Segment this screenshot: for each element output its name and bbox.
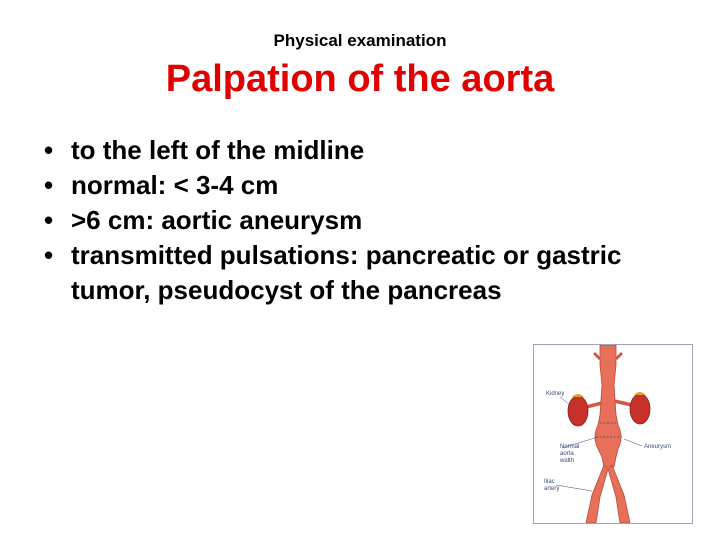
bullet-item — [44, 168, 664, 203]
leader-line — [624, 439, 642, 446]
label-normal-2: aorta — [560, 451, 574, 457]
leader-line — [560, 397, 570, 405]
label-kidney: Kidney — [546, 391, 565, 397]
renal-artery-right — [614, 401, 632, 405]
bullet-text: transmitted pulsations: pancreatic or gastric tumor, pseudocyst of the pancreas — [71, 240, 622, 305]
bullet-text: >6 cm: aortic aneurysm — [71, 205, 363, 235]
adrenal-left — [572, 394, 584, 397]
bullet-marker: • — [44, 170, 54, 200]
aorta-diagram — [534, 345, 692, 523]
bullet-text: normal: < 3-4 cm — [71, 170, 279, 200]
bullet-text: to the left of the midline — [71, 135, 365, 165]
kidney-right — [630, 394, 650, 424]
iliac-artery-left — [586, 465, 608, 523]
label-normal-1: Normal — [560, 444, 580, 450]
bullet-item — [44, 238, 664, 308]
iliac-artery-right — [608, 465, 630, 523]
aorta-vessel — [595, 345, 621, 467]
label-iliac-2: artery — [544, 486, 560, 492]
slide-title: Palpation of the aorta — [165, 58, 555, 100]
label-aneurysm: Aneurysm — [644, 444, 672, 450]
bullet-marker: • — [44, 205, 54, 235]
label-normal-3: width — [560, 458, 575, 464]
kidney-left — [568, 396, 588, 426]
adrenal-right — [634, 392, 646, 395]
bullet-marker: • — [44, 240, 54, 270]
slide-subtitle: Physical examination — [273, 31, 447, 50]
label-iliac-1: Iliac — [544, 479, 555, 485]
leader-line — [556, 485, 592, 491]
aorta-illustration — [533, 344, 693, 524]
bullet-list — [44, 133, 664, 308]
upper-branch — [594, 353, 600, 359]
bullet-item — [44, 133, 664, 168]
bullet-item — [44, 203, 664, 238]
upper-branch — [616, 353, 622, 359]
renal-artery-left — [586, 403, 602, 407]
bullet-marker: • — [44, 135, 54, 165]
